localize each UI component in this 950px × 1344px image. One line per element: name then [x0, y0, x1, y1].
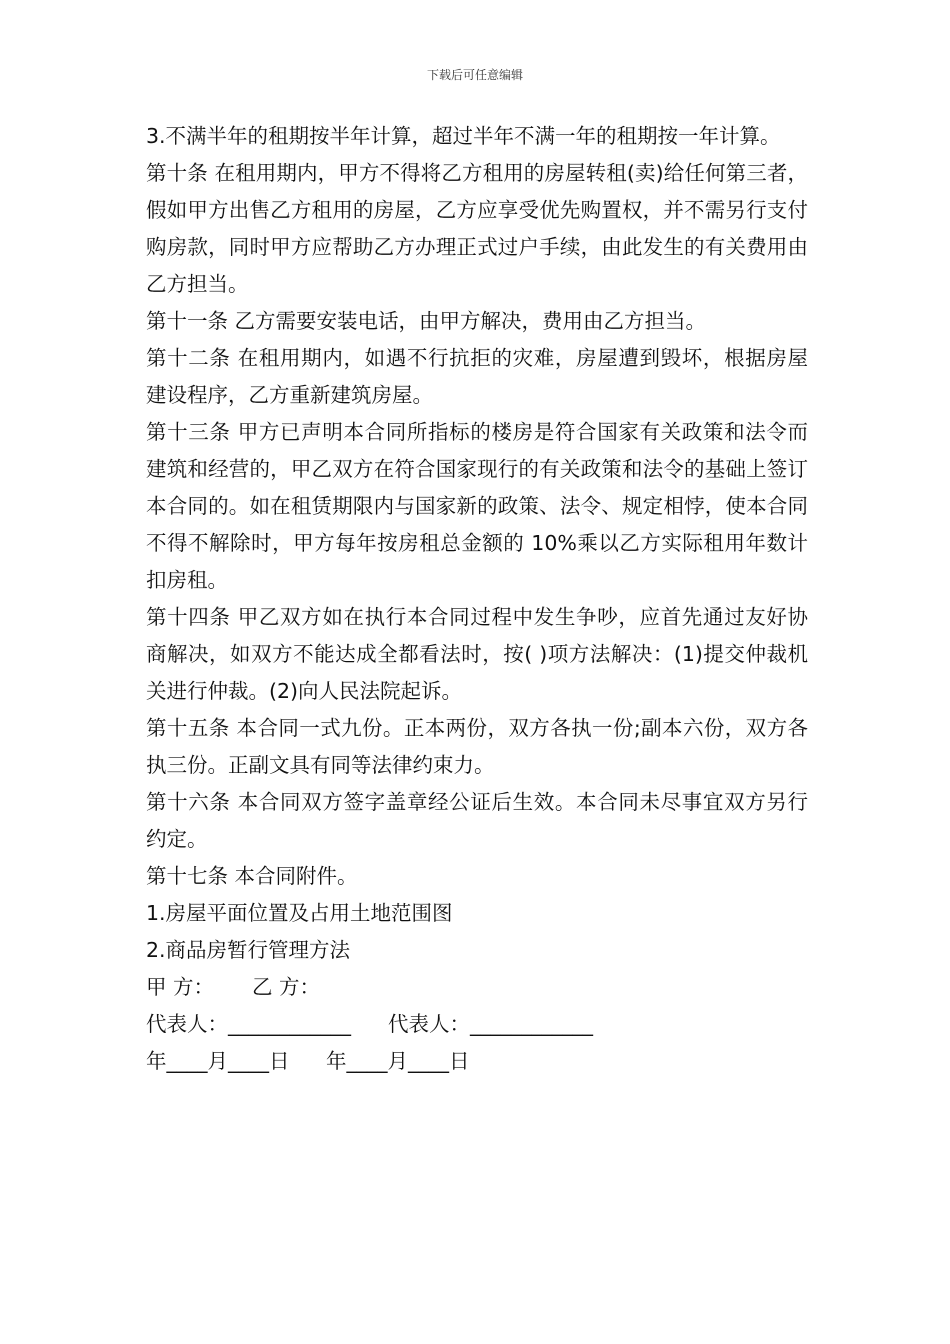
page-header: 下载后可任意编辑 [426, 68, 523, 82]
clause-paragraph: 第十二条 在租用期内，如遇不行抗拒的灾难，房屋遭到毁坏，根据房屋建设程序，乙方重新建筑房屋。 [146, 346, 808, 407]
party-b-label: 乙 方： [252, 975, 321, 999]
clause-paragraph: 第十四条 甲乙双方如在执行本合同过程中发生争吵，应首先通过友好协商解决，如双方不能达成全都看法时，按( )项方法解决：(1)提交仲裁机关进行仲裁。(2)向人民法院起诉。 [146, 605, 808, 703]
attachment-item: 1.房屋平面位置及占用土地范围图 [146, 901, 453, 925]
clause-paragraph: 第十三条 甲方已声明本合同所指标的楼房是符合国家有关政策和法令而建筑和经营的，甲乙双方在符合国家现行的有关政策和法令的基础上签订本合同的。如在租赁期限内与国家新的政策、法令、规定相悖，使本合同不得不解除时，甲方每年按房租总金额的 10%乘以乙方实际租用年数计扣房租。 [146, 420, 808, 592]
representative-a-field: 代表人：____________ [146, 1012, 351, 1036]
clause-paragraph: 3.不满半年的租期按半年计算，超过半年不满一年的租期按一年计算。 [146, 124, 781, 148]
clause-paragraph: 第十七条 本合同附件。 [146, 864, 358, 888]
attachment-item: 2.商品房暂行管理方法 [146, 938, 351, 962]
representative-b-field: 代表人：____________ [388, 1012, 593, 1036]
date-b-field: 年____月____日 [326, 1049, 470, 1073]
document-body [146, 118, 808, 1080]
clause-paragraph: 第十条 在租用期内，甲方不得将乙方租用的房屋转租(卖)给任何第三者，假如甲方出售乙方租用的房屋，乙方应享受优先购置权，并不需另行支付购房款，同时甲方应帮助乙方办理正式过户手续，由此发生的有关费用由乙方担当。 [146, 161, 808, 296]
party-row [146, 969, 808, 1006]
clause-paragraph: 第十一条 乙方需要安装电话，由甲方解决，费用由乙方担当。 [146, 309, 707, 333]
clause-paragraph: 第十六条 本合同双方签字盖章经公证后生效。本合同未尽事宜双方另行约定。 [146, 790, 808, 851]
clause-paragraph: 第十五条 本合同一式九份。正本两份，双方各执一份;副本六份，双方各执三份。正副文具有同等法律约束力。 [146, 716, 808, 777]
party-a-label: 甲 方： [146, 975, 215, 999]
date-a-field: 年____月____日 [146, 1049, 290, 1073]
representative-row [146, 1006, 808, 1043]
date-row [146, 1043, 808, 1080]
